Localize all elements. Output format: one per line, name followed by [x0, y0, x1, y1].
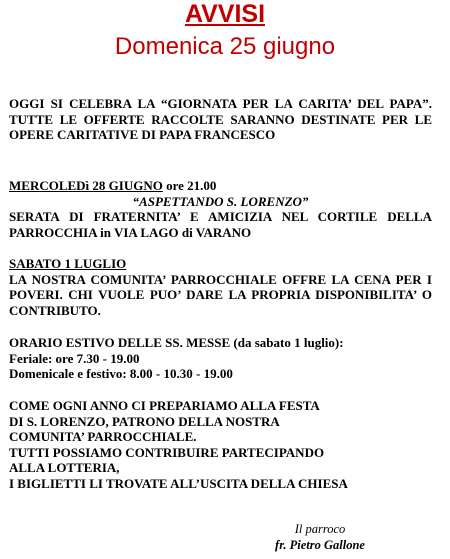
dinner-description: LA NOSTRA COMUNITA’ PARROCCHIALE OFFRE LA CENA PER I POVERI. CHI VUOLE PUO’ DARE LA PROPRIA DISPONIBILITA’ O CONTRIBUTO. — [9, 271, 432, 318]
festival-line: COMUNITA’ PARROCCHIALE. — [9, 429, 197, 444]
page-date: Domenica 25 giugno — [114, 33, 336, 60]
notice-event — [9, 178, 432, 240]
event-title: “ASPETTANDO S. LORENZO” — [132, 193, 309, 209]
mass-schedule-holiday: Domenicale e festivo: 8.00 - 10.30 - 19.00 — [9, 366, 233, 381]
signature-role: Il parroco — [294, 522, 346, 536]
notice-charity: OGGI SI CELEBRA LA “GIORNATA PER LA CARITA’ DEL PAPA”. TUTTE LE OFFERTE RACCOLTE SARANNO DESTINATE PER LE OPERE CARITATIVE DI PAPA FRANCESCO — [9, 96, 432, 142]
notice-dinner — [9, 256, 432, 318]
signature-name: fr. Pietro Gallone — [275, 538, 365, 552]
event-time: ore 21.00 — [162, 178, 217, 193]
notice-mass-schedule — [9, 335, 432, 382]
notice-festival — [9, 398, 432, 491]
page-title: AVVISI — [184, 0, 266, 28]
mass-schedule-heading: ORARIO ESTIVO DELLE SS. MESSE (da sabato 1 luglio): — [9, 335, 344, 350]
festival-line: I BIGLIETTI LI TROVATE ALL’USCITA DELLA CHIESA — [9, 475, 348, 491]
festival-line: DI S. LORENZO, PATRONO DELLA NOSTRA — [9, 413, 280, 429]
mass-schedule-weekday: Feriale: ore 7.30 - 19.00 — [9, 350, 140, 366]
festival-line: ALLA LOTTERIA, — [9, 460, 120, 475]
festival-line: COME OGNI ANNO CI PREPARIAMO ALLA FESTA — [9, 398, 320, 413]
event-date: MERCOLEDì 28 GIUGNO — [9, 178, 163, 193]
dinner-date: SABATO 1 LUGLIO — [9, 256, 127, 271]
event-description: SERATA DI FRATERNITA’ E AMICIZIA NEL CORTILE DELLA PARROCCHIA in VIA LAGO di VARANO — [9, 209, 432, 240]
festival-line: TUTTI POSSIAMO CONTRIBUIRE PARTECIPANDO — [9, 444, 325, 460]
event-date-line — [9, 178, 432, 194]
